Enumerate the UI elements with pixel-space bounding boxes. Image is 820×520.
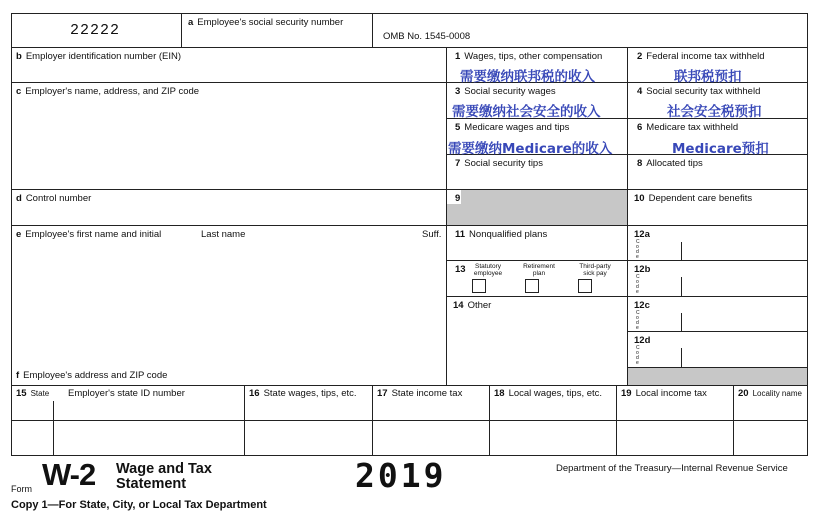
box-5[interactable] (447, 119, 628, 155)
form-word: Form (11, 484, 32, 494)
box-10-label: Dependent care benefits (648, 193, 753, 204)
box-6-num: 6 (637, 122, 643, 133)
box-17-num: 17 (377, 388, 388, 399)
box-d-control[interactable] (12, 190, 447, 226)
box-4-note: 社会安全税预扣 (667, 104, 762, 120)
box-b-letter: b (16, 51, 22, 62)
state-row-2-col-16[interactable] (245, 421, 373, 455)
box-14[interactable] (447, 297, 628, 386)
box-12b-divider (681, 277, 682, 297)
box-12a-divider (681, 242, 682, 261)
omb-cell (373, 14, 807, 48)
box-20-label: Locality name (752, 389, 802, 398)
box-d-label: Control number (25, 193, 92, 204)
box-8-label: Allocated tips (646, 158, 703, 169)
box-7-num: 7 (455, 158, 461, 169)
box-4-label: Social security tax withheld (646, 86, 761, 97)
box-5-note: 需要缴纳Medicare的收入 (448, 141, 613, 157)
ssn-value: 22222 (70, 22, 121, 39)
copy-label: Copy 1—For State, City, or Local Tax Department (11, 499, 267, 511)
box-12c-divider (681, 313, 682, 332)
state-row-2-col-18[interactable] (490, 421, 617, 455)
box-12d[interactable] (628, 332, 807, 368)
box-17[interactable] (373, 386, 490, 421)
form-id: W-2 (42, 457, 96, 492)
box-b-label: Employer identification number (EIN) (25, 51, 182, 62)
suffix-label: Suff. (422, 229, 442, 240)
box-12b-code-label: C o d e (636, 274, 640, 295)
box-12a[interactable] (628, 226, 807, 261)
box-18[interactable] (490, 386, 617, 421)
box-a-label-cell (182, 14, 373, 48)
box-2[interactable] (628, 48, 807, 83)
box-14-label: Other (467, 300, 492, 311)
box-12b[interactable] (628, 261, 807, 297)
box-16-label: State wages, tips, etc. (263, 388, 357, 399)
box-c-letter: c (16, 86, 22, 97)
state-divider-1 (53, 401, 54, 421)
state-id-label: Employer's state ID number (68, 388, 185, 399)
box-d-letter: d (16, 193, 22, 204)
box-13 (447, 261, 628, 297)
box-a-ssn[interactable] (12, 14, 182, 48)
box-6-label: Medicare tax withheld (646, 122, 739, 133)
box-4[interactable] (628, 83, 807, 119)
box-12d-num: 12d (634, 335, 651, 346)
box-10[interactable] (628, 190, 807, 226)
box-11-label: Nonqualified plans (469, 229, 548, 240)
state-divider-2 (53, 421, 54, 455)
box-17-label: State income tax (391, 388, 463, 399)
box-19[interactable] (617, 386, 734, 421)
box-12d-code-label: C o d e (636, 345, 640, 366)
box-1-note: 需要缴纳联邦税的收入 (460, 69, 595, 85)
box-20[interactable] (734, 386, 807, 421)
box-8[interactable] (628, 155, 807, 190)
box-18-num: 18 (494, 388, 505, 399)
box-12c-code-label: C o d e (636, 310, 640, 331)
box-a-letter: a (188, 17, 194, 28)
statutory-employee-checkbox[interactable] (472, 279, 486, 293)
box-13-num: 13 (455, 264, 466, 275)
omb-number: OMB No. 1545-0008 (383, 31, 471, 42)
box-e-label: Employee's first name and initial (25, 229, 162, 240)
box-15-state[interactable] (12, 386, 245, 421)
box-b-ein[interactable] (12, 48, 447, 83)
box-8-num: 8 (637, 158, 643, 169)
box-2-note: 联邦税预扣 (674, 69, 742, 85)
box-a-label: Employee's social security number (197, 17, 344, 28)
box-3[interactable] (447, 83, 628, 119)
box-1-num: 1 (455, 51, 461, 62)
box-6[interactable] (628, 119, 807, 155)
box-11-num: 11 (455, 229, 466, 240)
box-3-label: Social security wages (464, 86, 556, 97)
box-12a-code-label: C o d e (636, 239, 640, 260)
box-3-note: 需要缴纳社会安全的收入 (452, 104, 601, 120)
third-party-sick-pay-checkbox[interactable] (578, 279, 592, 293)
box-2-label: Federal income tax withheld (646, 51, 765, 62)
shaded-area (628, 368, 807, 386)
w2-form (11, 13, 808, 456)
box-2-num: 2 (637, 51, 643, 62)
box-14-num: 14 (453, 300, 464, 311)
retirement-plan-label: Retirement plan (523, 263, 555, 277)
box-5-label: Medicare wages and tips (464, 122, 570, 133)
box-e-employee[interactable] (12, 226, 447, 386)
box-f-label: Employee's address and ZIP code (23, 370, 168, 381)
box-f-letter: f (16, 370, 20, 381)
state-row-2-col-17[interactable] (373, 421, 490, 455)
box-e-letter: e (16, 229, 22, 240)
box-19-num: 19 (621, 388, 632, 399)
box-12a-num: 12a (634, 229, 650, 240)
third-party-sick-pay-label: Third-party sick pay (579, 263, 611, 277)
state-row-2-col-15[interactable] (12, 421, 245, 455)
retirement-plan-checkbox[interactable] (525, 279, 539, 293)
box-7[interactable] (447, 155, 628, 190)
state-row-2-col-20[interactable] (734, 421, 807, 455)
box-11[interactable] (447, 226, 628, 261)
box-12c-num: 12c (634, 300, 650, 311)
department-label: Department of the Treasury—Internal Revenue Service (556, 463, 788, 474)
box-c-label: Employer's name, address, and ZIP code (25, 86, 200, 97)
box-12d-divider (681, 348, 682, 368)
box-10-num: 10 (634, 193, 645, 204)
box-18-label: Local wages, tips, etc. (508, 388, 603, 399)
box-3-num: 3 (455, 86, 461, 97)
box-9[interactable] (447, 190, 628, 226)
box-4-num: 4 (637, 86, 643, 97)
box-9-num: 9 (455, 193, 461, 204)
box-6-note: Medicare预扣 (672, 141, 769, 157)
box-12c[interactable] (628, 297, 807, 332)
statutory-employee-label: Statutory employee (473, 263, 503, 277)
state-row-2-col-19[interactable] (617, 421, 734, 455)
box-1-label: Wages, tips, other compensation (464, 51, 603, 62)
box-15-label: State (30, 389, 50, 398)
box-1[interactable] (447, 48, 628, 83)
last-name-label: Last name (201, 229, 246, 240)
box-15-num: 15 (16, 388, 27, 399)
box-19-label: Local income tax (635, 388, 707, 399)
box-7-label: Social security tips (464, 158, 543, 169)
box-12b-num: 12b (634, 264, 651, 275)
box-20-num: 20 (738, 388, 749, 399)
box-16-num: 16 (249, 388, 260, 399)
box-c-employer[interactable] (12, 83, 447, 190)
form-title: Wage and Tax Statement (116, 461, 212, 492)
box-16[interactable] (245, 386, 373, 421)
tax-year: 2019 (355, 456, 447, 495)
box-5-num: 5 (455, 122, 461, 133)
